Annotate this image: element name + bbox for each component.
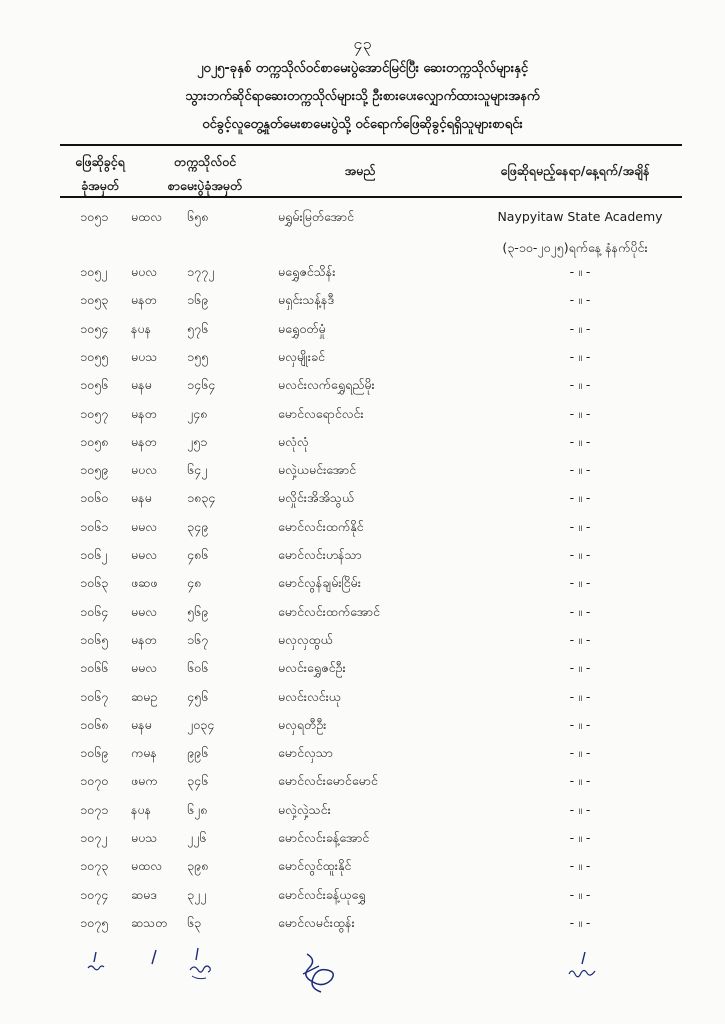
candidate-name-cell: မရှင်းသန့်နဒီ <box>278 292 334 308</box>
roll-number-cell: ၁၀၇၄ <box>80 886 109 902</box>
title-line-2: သွားဘက်ဆိုင်ရာဆေးတက္ကသိုလ်များသို့ ဦးစားပေးလျှောက်ထားသူများအနက် <box>185 89 540 104</box>
candidate-name-cell: မလှဲ့လှဲ့သင်း <box>278 801 331 817</box>
exam-number-cell: ၄၈ <box>187 575 202 591</box>
roll-number-cell: ၁၀၅၈ <box>80 433 109 449</box>
exam-prefix-cell: နပန <box>131 320 152 336</box>
exam-number-cell: ၁၆၉ <box>187 292 209 308</box>
title-line-1: ၂၀၂၅-ခုနှစ် တက္ကသိုလ်ဝင်စာမေးပွဲအောင်မြင်ပြီး ဆေးတက္ကသိုလ်များနှင့် <box>196 61 529 76</box>
roll-number-cell: ၁၀၆၃ <box>80 575 109 591</box>
roll-number-cell: ၁၀၇၅ <box>80 914 109 930</box>
roll-number-cell: ၁၀၆၆ <box>80 660 109 676</box>
candidate-name-cell: မောင်လင်းထက်နိုင် <box>278 518 364 534</box>
table-row <box>0 258 725 286</box>
exam-number-cell: ၆၅၈ <box>187 209 209 224</box>
exam-prefix-cell: မနမ <box>131 377 152 393</box>
candidate-name-cell: မလှရတီဦး <box>278 716 327 732</box>
exam-prefix-cell: ဖမက <box>131 773 158 789</box>
place-cell: - ။ - <box>569 320 591 336</box>
table-header-rule <box>60 196 682 198</box>
exam-number-cell: ၁၅၅ <box>187 348 209 364</box>
exam-prefix-cell: မနမ <box>131 490 152 506</box>
candidate-name-cell: မောင်လွင်ထူးနိုင် <box>278 858 352 874</box>
exam-prefix-cell: မမလ <box>131 660 158 676</box>
initial-mark-2 <box>148 948 160 966</box>
exam-prefix-cell: မထလ <box>131 858 162 874</box>
exam-number-cell: ၁၆၇ <box>187 631 209 647</box>
place-cell: - ။ - <box>569 773 591 789</box>
roll-number-cell: ၁၀၆၂ <box>80 547 108 562</box>
candidate-name-cell: မောင်လှသာ <box>278 745 333 761</box>
table-row <box>0 711 725 739</box>
exam-number-cell: ၆၂၈ <box>187 801 208 817</box>
exam-prefix-cell: မနတ <box>131 631 157 647</box>
place-cell: - ။ - <box>569 716 591 732</box>
exam-prefix-cell: မမလ <box>131 547 158 562</box>
roll-number-cell: ၁၀၆၀ <box>80 490 109 506</box>
exam-prefix-cell: ဆမဒ <box>131 886 157 902</box>
candidate-name-cell: မရွှမ်းမြတ်အောင် <box>278 209 354 224</box>
place-cell: - ။ - <box>569 858 591 874</box>
place-cell: - ။ - <box>569 490 591 506</box>
exam-number-cell: ၁၈၃၄ <box>187 490 216 506</box>
place-cell: - ။ - <box>569 688 591 704</box>
roll-number-cell: ၁၀၅၂ <box>80 264 108 279</box>
place-cell: - ။ - <box>569 462 591 478</box>
exam-number-cell: ၅၆၉ <box>187 603 209 619</box>
place-cell: - ။ - <box>569 745 591 761</box>
exam-prefix-cell: ဖဆဖ <box>131 575 158 591</box>
candidate-name-cell: မောင်လွန်ချမ်းငြိမ်း <box>278 575 361 591</box>
table-row <box>0 739 725 767</box>
candidate-name-cell: မရွှေဇင်သိန်း <box>278 264 336 279</box>
place-cell: - ။ - <box>569 914 591 930</box>
place-cell: - ။ - <box>569 547 591 562</box>
place-cell: - ။ - <box>569 348 591 364</box>
exam-prefix-cell: ဆသတ <box>131 914 168 930</box>
place-cell: - ။ - <box>569 264 591 279</box>
exam-number-cell: ၃၉၈ <box>187 858 209 874</box>
exam-prefix-cell: မပသ <box>131 348 158 364</box>
exam-number-cell: ၄၈၆ <box>187 547 209 562</box>
header-name: အမည် <box>344 163 376 178</box>
exam-number-cell: ၄၅၆ <box>187 688 209 704</box>
exam-number-cell: ၁၇၇၂ <box>187 264 215 279</box>
exam-number-cell: ၃၂၂ <box>187 886 207 902</box>
exam-prefix-cell: မပလ <box>131 462 157 478</box>
table-row <box>0 456 725 484</box>
place-cell: Naypyitaw State Academy <box>497 209 663 224</box>
exam-prefix-cell: မပလ <box>131 264 157 279</box>
candidate-name-cell: မလှမျိုးခင် <box>278 348 325 364</box>
table-row <box>0 541 725 569</box>
table-row <box>0 400 725 428</box>
exam-prefix-cell: မမလ <box>131 518 158 534</box>
exam-number-cell: ၆၄၂ <box>187 462 208 478</box>
table-row <box>0 683 725 711</box>
roll-number-cell: ၁၀၆၇ <box>80 688 109 704</box>
candidate-name-cell: မလင်းရွှေဇင်ဦး <box>278 660 346 676</box>
exam-number-cell: ၂၀၃၄ <box>187 716 215 732</box>
header-exam-line1: တက္ကသိုလ်ဝင် <box>173 154 237 169</box>
table-top-rule <box>60 144 682 146</box>
table-row <box>0 569 725 597</box>
roll-number-cell: ၁၀၆၄ <box>80 603 109 619</box>
place-cell: - ။ - <box>569 433 591 449</box>
candidate-name-cell: မလှဲ့ယမင်းအောင် <box>278 462 357 478</box>
exam-prefix-cell: မနတ <box>131 292 157 308</box>
table-row <box>0 371 725 399</box>
roll-number-cell: ၁၀၇၀ <box>80 773 109 789</box>
roll-number-cell: ၁၀၅၉ <box>80 462 109 478</box>
roll-number-cell: ၁၀၅၅ <box>80 348 109 364</box>
exam-prefix-cell: မနမ <box>131 716 152 732</box>
exam-number-cell: ၉၉၆ <box>187 745 209 761</box>
table-row <box>0 824 725 852</box>
place-cell: - ။ - <box>569 518 591 534</box>
title-line-3: ဝင်ခွင့်လူတွေ့နှုတ်မေးစာမေးပွဲသို့ ဝင်ရောက်ဖြေဆိုခွင့်ရရှိသူများစာရင်း <box>202 117 523 132</box>
exam-number-cell: ၂၄၈ <box>187 405 208 421</box>
exam-number-cell: ၅၇၆ <box>187 320 209 336</box>
header-exam-number <box>140 150 270 198</box>
exam-prefix-cell: မနတ <box>131 433 157 449</box>
exam-prefix-cell: ကမန <box>131 745 157 761</box>
place-cell: - ။ - <box>569 603 591 619</box>
exam-prefix-cell: မပသ <box>131 830 158 845</box>
table-row <box>0 428 725 456</box>
candidate-name-cell: မရွှေဝတ်မှုံ <box>278 320 326 336</box>
roll-number-cell: ၁၀၅၁ <box>80 209 109 224</box>
header-place-date-time: ဖြေဆိုရမည့်နေရာ/နေ့ရက်/အချိန် <box>500 163 650 178</box>
place-cell: - ။ - <box>569 631 591 647</box>
candidate-name-cell: မောင်လင်းခန့်အောင် <box>278 830 370 845</box>
roll-number-cell: ၁၀၆၉ <box>80 745 109 761</box>
candidate-name-cell: မောင်လင်းခန့်ယုရွှေ <box>278 886 366 902</box>
candidate-name-cell: မောင်လမင်းထွန်း <box>278 914 355 930</box>
exam-number-cell: ၂၅၁ <box>187 433 208 449</box>
roll-number-cell: ၁၀၇၃ <box>80 858 109 874</box>
exam-prefix-cell: မမလ <box>131 603 158 619</box>
table-row <box>0 881 725 909</box>
place-cell: - ။ - <box>569 575 591 591</box>
exam-number-cell: ၆၀၆ <box>187 660 209 676</box>
roll-number-cell: ၁၀၅၆ <box>80 377 109 393</box>
candidate-name-cell: မလှလှထွယ် <box>278 631 333 647</box>
place-cell: - ။ - <box>569 830 591 845</box>
place-cell: - ။ - <box>569 886 591 902</box>
exam-prefix-cell: နပန <box>131 801 152 817</box>
table-row <box>0 796 725 824</box>
exam-prefix-cell: ဆမဥ <box>131 688 158 704</box>
page-number: ၄၃ <box>353 34 372 53</box>
table-row <box>0 767 725 795</box>
place-cell: - ။ - <box>569 377 591 393</box>
initial-mark-1 <box>82 950 112 976</box>
place-cell: - ။ - <box>569 405 591 421</box>
table-row <box>0 315 725 343</box>
exam-number-cell: ၃၄၆ <box>187 773 209 789</box>
place-cell: - ။ - <box>569 292 591 308</box>
roll-number-cell: ၁၀၇၁ <box>80 801 109 817</box>
table-row <box>0 343 725 371</box>
roll-number-cell: ၁၀၆၁ <box>80 518 109 534</box>
header-roll-line1: ဖြေဆိုခွင့်ရ <box>75 154 125 169</box>
table-row <box>0 654 725 682</box>
exam-number-cell: ၁၄၆၄ <box>187 377 216 393</box>
signature <box>295 950 345 998</box>
table-row <box>0 598 725 626</box>
initial-mark-4 <box>565 950 605 982</box>
candidate-name-cell: မောင်လရောင်လင်း <box>278 405 364 421</box>
header-exam-line2: စာမေးပွဲခုံအမှတ် <box>167 178 243 193</box>
table-row <box>0 203 725 231</box>
roll-number-cell: ၁၀၅၇ <box>80 405 109 421</box>
exam-number-cell: ၂၂၆ <box>187 830 207 845</box>
place-cell: - ။ - <box>569 801 591 817</box>
table-row <box>0 626 725 654</box>
roll-number-cell: ၁၀၅၄ <box>80 320 109 336</box>
exam-prefix-cell: မနတ <box>131 405 157 421</box>
exam-prefix-cell: မထလ <box>131 209 162 224</box>
candidate-name-cell: မောင်လင်းဟန်သာ <box>278 547 362 562</box>
candidate-name-cell: မလှိုင်းအိအိသွယ် <box>278 490 355 506</box>
table-row <box>0 513 725 541</box>
exam-number-cell: ၆၃ <box>187 914 202 930</box>
candidate-name-cell: မောင်လင်းမောင်မောင် <box>278 773 378 789</box>
place-first-date: (၃-၁၀-၂၀၂၅)ရက်နေ့ နံနက်ပိုင်း <box>502 240 648 255</box>
table-row <box>0 909 725 937</box>
exam-number-cell: ၃၄၉ <box>187 518 209 534</box>
header-roll-line2: ခုံအမှတ် <box>81 178 119 193</box>
candidate-name-cell: မလင်းလက်ရွှေရည်မိုး <box>278 377 375 393</box>
candidate-name-cell: မလုံလုံ <box>278 433 309 449</box>
roll-number-cell: ၁၀၅၃ <box>80 292 109 308</box>
place-cell: - ။ - <box>569 660 591 676</box>
initial-mark-3 <box>186 946 216 984</box>
roll-number-cell: ၁၀၇၂ <box>80 830 108 845</box>
roll-number-cell: ၁၀၆၅ <box>80 631 109 647</box>
roll-number-cell: ၁၀၆၈ <box>80 716 109 732</box>
table-row <box>0 484 725 512</box>
candidate-name-cell: မလင်းလင်းယု <box>278 688 341 704</box>
table-row <box>0 852 725 880</box>
candidate-name-cell: မောင်လင်းထက်အောင် <box>278 603 380 619</box>
table-row <box>0 286 725 314</box>
header-roll-number <box>55 150 145 198</box>
